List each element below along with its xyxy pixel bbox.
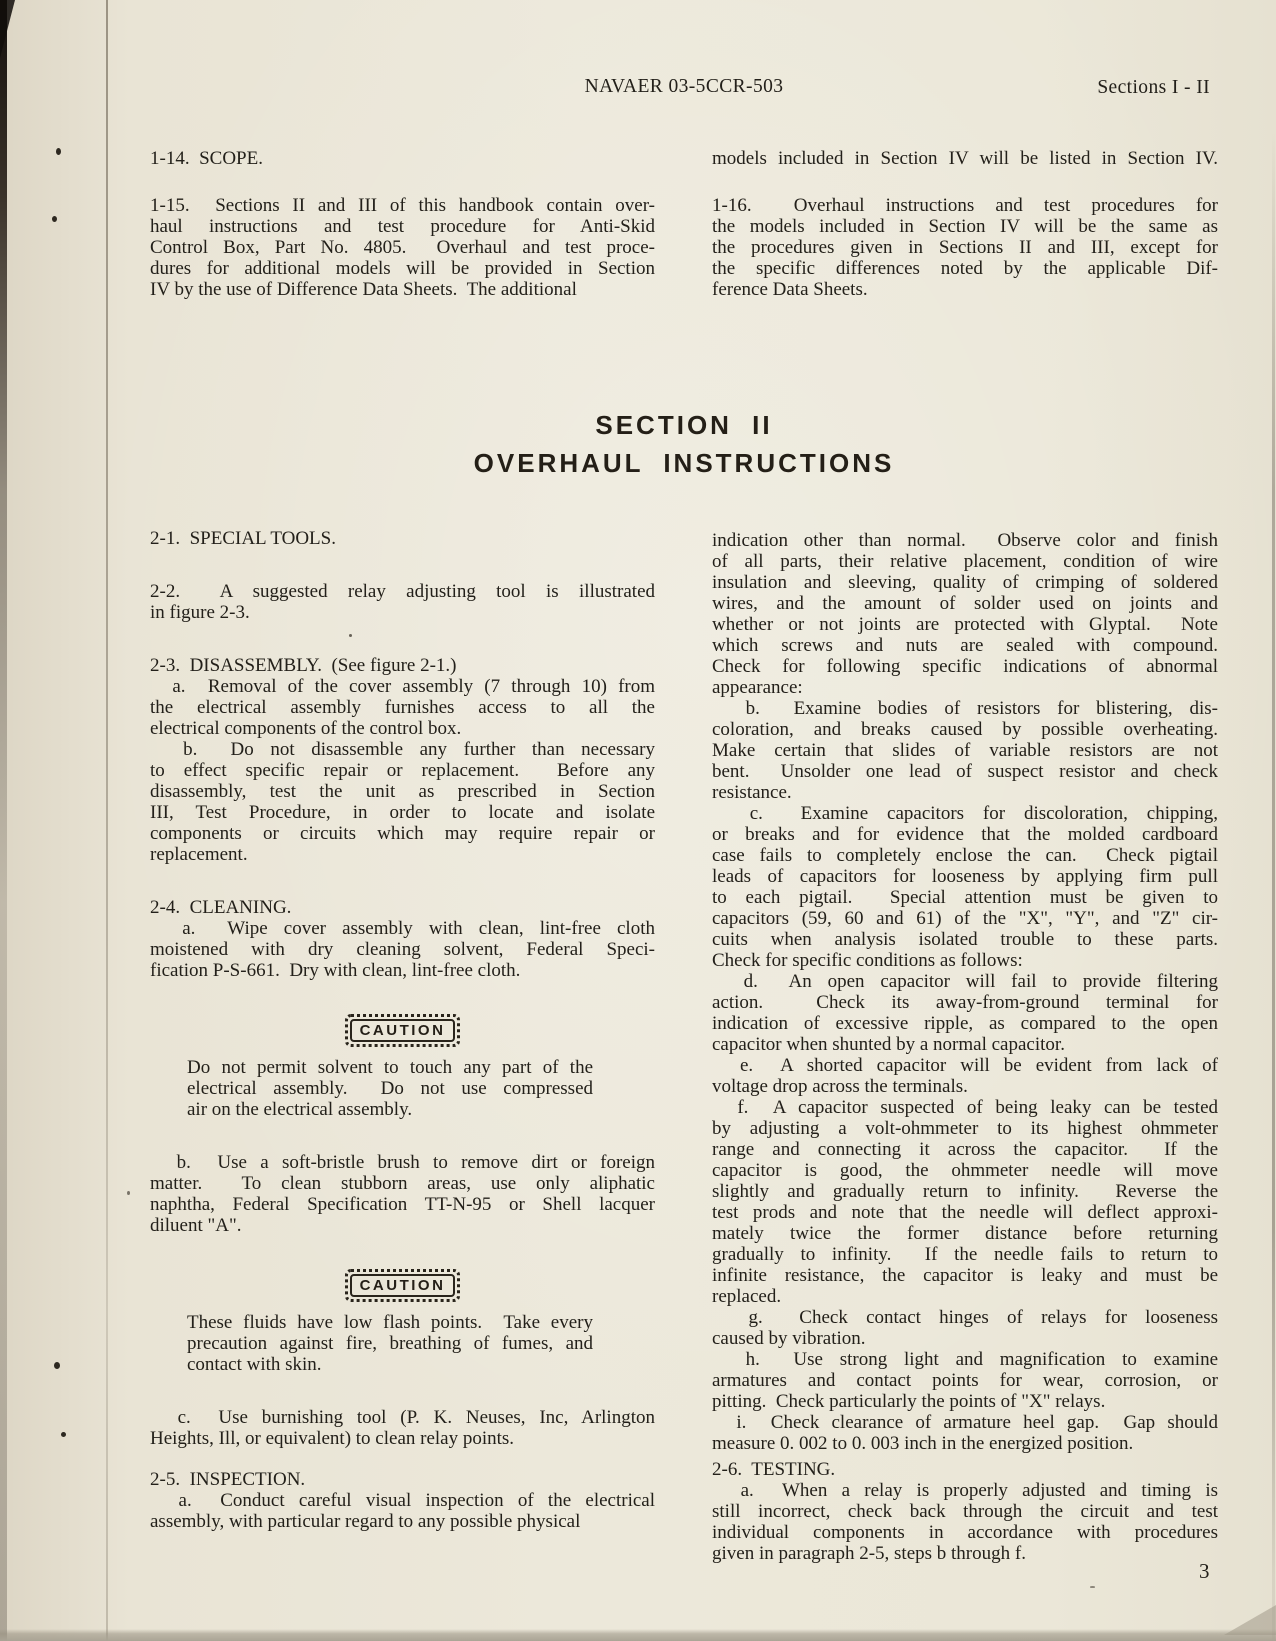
section-title-line1: SECTION II	[595, 410, 773, 440]
paragraph-heading	[150, 655, 655, 676]
text-line: matter. To clean stubborn areas, use only aliphatic	[150, 1173, 655, 1194]
section-title-line2: OVERHAUL INSTRUCTIONS	[473, 448, 895, 478]
text-line: III, Test Procedure, in order to locate and isolate	[150, 802, 655, 823]
paragraph-heading	[712, 1459, 1218, 1480]
text-line: voltage drop across the terminals.	[712, 1076, 968, 1097]
text-line: a. Conduct careful visual inspection of the electrical	[150, 1490, 655, 1511]
text-line: armatures and contact points for wear, corrosion, or	[712, 1370, 1218, 1391]
paragraph	[150, 1407, 655, 1449]
text-line: infinite resistance, the capacitor is leaky and must be	[712, 1265, 1218, 1286]
text-line: the electrical assembly furnishes access to all the	[150, 697, 655, 718]
caution-box	[150, 1269, 655, 1302]
text-line: the specific differences noted by the applicable Dif-	[712, 258, 1218, 279]
text-line: resistance.	[712, 782, 792, 803]
text-line: e. A shorted capacitor will be evident from lack of	[712, 1055, 1218, 1076]
text-line: insulation and sleeving, quality of crimping of soldered	[712, 572, 1218, 593]
paragraph	[712, 195, 1218, 300]
text-line: replacement.	[150, 844, 248, 865]
text-line: contact with skin.	[187, 1354, 322, 1375]
intro-left-column	[150, 148, 655, 300]
paragraph	[150, 195, 655, 300]
text-line: cuits when analysis isolated trouble to these parts.	[712, 929, 1218, 950]
text-line: slightly and gradually return to infinity. Reverse the	[712, 1181, 1218, 1202]
text-line: 1-15. Sections II and III of this handbook contain over-	[150, 195, 655, 216]
paragraph	[712, 148, 1218, 169]
text-line: a. Removal of the cover assembly (7 through 10) from	[150, 676, 656, 697]
text-line: coloration, and breaks caused by possible overheating.	[712, 719, 1218, 740]
text-line: naphtha, Federal Specification TT-N-95 or Shell lacquer	[150, 1194, 655, 1215]
text-line: haul instructions and test procedure for Anti-Skid	[150, 216, 655, 237]
text-line: gradually to infinity. If the needle fails to return to	[712, 1244, 1218, 1265]
dust-speck	[52, 216, 57, 222]
text-line: appearance:	[712, 677, 803, 698]
text-line: moistened with dry cleaning solvent, Federal Speci-	[150, 939, 655, 960]
text-line: Heights, Ill, or equivalent) to clean relay points.	[150, 1428, 515, 1449]
text-line: to each pigtail. Special attention must be given to	[712, 887, 1218, 908]
text-line: IV by the use of Difference Data Sheets. The additional	[150, 279, 577, 300]
text-line: b. Examine bodies of resistors for blistering, dis-	[712, 698, 1218, 719]
text-line: c. Use burnishing tool (P. K. Neuses, Inc, Arlington	[150, 1407, 655, 1428]
paragraph	[712, 803, 1218, 971]
text-line: capacitor is good, the ohmmeter needle will move	[712, 1160, 1218, 1181]
text-line: individual components in accordance with procedures	[712, 1522, 1218, 1543]
text-line: Do not permit solvent to touch any part of the	[187, 1057, 593, 1078]
text-line: to effect specific repair or replacement. Before any	[150, 760, 655, 781]
paragraph	[712, 1097, 1218, 1307]
left-column	[150, 528, 655, 1532]
text-line: 2-1. SPECIAL TOOLS.	[150, 528, 336, 549]
paragraph	[712, 698, 1218, 803]
page-number: 3	[1199, 1559, 1210, 1583]
caution-label: CAUTION	[350, 1274, 456, 1297]
paragraph	[150, 581, 655, 623]
text-line: diluent "A".	[150, 1215, 242, 1236]
text-line: action. Check its away-from-ground terminal for	[712, 992, 1218, 1013]
text-line: assembly, with particular regard to any possible physical	[150, 1511, 581, 1532]
caution-box-border	[345, 1269, 461, 1302]
bottom-scan-band	[0, 1629, 1276, 1641]
text-line: the models included in Section IV will be the same as	[712, 216, 1218, 237]
text-line: Check for following specific indications of abnormal	[712, 656, 1218, 677]
paragraph	[712, 1480, 1218, 1564]
text-line: air on the electrical assembly.	[187, 1099, 413, 1120]
text-line: 2-2. A suggested relay adjusting tool is illustrated	[150, 581, 655, 602]
intro-right-column	[712, 148, 1218, 300]
text-line: f. A capacitor suspected of being leaky can be tested	[712, 1097, 1218, 1118]
caution-label: CAUTION	[350, 1019, 456, 1042]
text-line: 2-4. CLEANING.	[150, 897, 292, 918]
text-line: bent. Unsolder one lead of suspect resistor and check	[712, 761, 1218, 782]
caution-note	[150, 1312, 655, 1375]
paragraph	[712, 1412, 1218, 1454]
text-line: h. Use strong light and magnification to examine	[712, 1349, 1218, 1370]
dust-speck	[54, 1362, 60, 1369]
text-line: models included in Section IV will be listed in Section IV.	[712, 148, 1218, 169]
page-crease-line	[106, 0, 108, 1641]
text-line: b. Use a soft-bristle brush to remove dirt or foreign	[150, 1152, 656, 1173]
corner-shadow-bottom-right	[1224, 1605, 1276, 1635]
text-line: still incorrect, check back through the circuit and test	[712, 1501, 1218, 1522]
text-line: or breaks and for evidence that the molded cardboard	[712, 824, 1218, 845]
text-line: electrical assembly. Do not use compressed	[187, 1078, 593, 1099]
text-line: 1-16. Overhaul instructions and test procedures for	[712, 195, 1218, 216]
text-line: 2-3. DISASSEMBLY. (See figure 2-1.)	[150, 655, 457, 676]
paragraph	[150, 918, 655, 981]
header-section-range: Sections I - II	[1097, 77, 1210, 98]
text-line: precaution against fire, breathing of fumes, and	[187, 1333, 593, 1354]
paragraph-heading	[150, 897, 655, 918]
text-line: whether or not joints are protected with Glyptal. Note	[712, 614, 1218, 635]
text-line: in figure 2-3.	[150, 602, 250, 623]
text-line: disassembly, test the unit as prescribed in Section	[150, 781, 655, 802]
text-line: replaced.	[712, 1286, 782, 1307]
text-line: ference Data Sheets.	[712, 279, 868, 300]
paragraph	[150, 1490, 655, 1532]
text-line: capacitors (59, 60 and 61) of the "X", "Y", and "Z" cir-	[712, 908, 1218, 929]
text-line: range and connecting it across the capacitor. If the	[712, 1139, 1218, 1160]
section-title	[150, 406, 1218, 482]
page-right-edge	[1272, 0, 1275, 1641]
doc-number: NAVAER 03-5CCR-503	[584, 76, 784, 97]
text-line: i. Check clearance of armature heel gap. Gap should	[712, 1412, 1218, 1433]
text-line: fication P-S-661. Dry with clean, lint-free cloth.	[150, 960, 521, 981]
text-line: case fails to completely enclose the can. Check pigtail	[712, 845, 1218, 866]
paragraph	[712, 1055, 1218, 1097]
paragraph	[712, 530, 1218, 698]
paragraph	[150, 739, 655, 865]
text-line: the procedures given in Sections II and III, except for	[712, 237, 1218, 258]
paragraph	[150, 1152, 655, 1236]
caution-box	[150, 1014, 655, 1047]
dust-speck	[61, 1432, 66, 1437]
text-line: mately twice the former distance before returning	[712, 1223, 1218, 1244]
text-line: a. When a relay is properly adjusted and timing is	[712, 1480, 1218, 1501]
text-line: 2-5. INSPECTION.	[150, 1469, 306, 1490]
corner-shadow-top-left	[0, 0, 15, 58]
dust-speck	[56, 148, 61, 155]
paragraph	[150, 676, 655, 739]
text-line: test prods and note that the needle will deflect approxi-	[712, 1202, 1218, 1223]
text-line: which screws and nuts are sealed with compound.	[712, 635, 1218, 656]
text-line: a. Wipe cover assembly with clean, lint-free cloth	[150, 918, 655, 939]
text-line: caused by vibration.	[712, 1328, 866, 1349]
paragraph	[712, 1349, 1218, 1412]
text-line: pitting. Check particularly the points of "X" relays.	[712, 1391, 1106, 1412]
paragraph-heading	[150, 148, 655, 169]
paragraph	[712, 971, 1218, 1055]
text-line: These fluids have low flash points. Take every	[187, 1312, 593, 1333]
text-line: by adjusting a volt-ohmmeter to its highest ohmmeter	[712, 1118, 1218, 1139]
text-line: given in paragraph 2-5, steps b through f.	[712, 1543, 1026, 1564]
text-line: indication other than normal. Observe color and finish	[712, 530, 1218, 551]
paragraph	[712, 1307, 1218, 1349]
caution-box-border	[345, 1014, 461, 1047]
dust-speck	[127, 1191, 130, 1195]
text-line: electrical components of the control box.	[150, 718, 462, 739]
text-line: measure 0. 002 to 0. 003 inch in the energized position.	[712, 1433, 1134, 1454]
paragraph-heading	[150, 528, 655, 549]
text-line: of all parts, their relative placement, condition of wire	[712, 551, 1218, 572]
text-line: Control Box, Part No. 4805. Overhaul and test proce-	[150, 237, 655, 258]
text-line: capacitor when shunted by a normal capacitor.	[712, 1034, 1065, 1055]
text-line: wires, and the amount of solder used on joints and	[712, 593, 1218, 614]
paragraph-heading	[150, 1469, 655, 1490]
dust-speck	[1090, 1586, 1095, 1588]
text-line: indication of excessive ripple, as compared to the open	[712, 1013, 1218, 1034]
right-column	[712, 530, 1218, 1564]
text-line: dures for additional models will be provided in Section	[150, 258, 655, 279]
text-line: d. An open capacitor will fail to provide filtering	[712, 971, 1219, 992]
text-line: 2-6. TESTING.	[712, 1459, 836, 1480]
text-line: components or circuits which may require repair or	[150, 823, 655, 844]
binding-edge	[0, 0, 7, 1641]
text-line: g. Check contact hinges of relays for looseness	[712, 1307, 1218, 1328]
text-line: leads of capacitors for looseness by applying firm pull	[712, 866, 1218, 887]
caution-note	[150, 1057, 655, 1120]
text-line: Check for specific conditions as follows:	[712, 950, 1023, 971]
text-line: b. Do not disassemble any further than necessary	[150, 739, 655, 760]
text-line: Make certain that slides of variable resistors are not	[712, 740, 1218, 761]
text-line: 1-14. SCOPE.	[150, 148, 263, 169]
text-line: c. Examine capacitors for discoloration, chipping,	[712, 803, 1218, 824]
